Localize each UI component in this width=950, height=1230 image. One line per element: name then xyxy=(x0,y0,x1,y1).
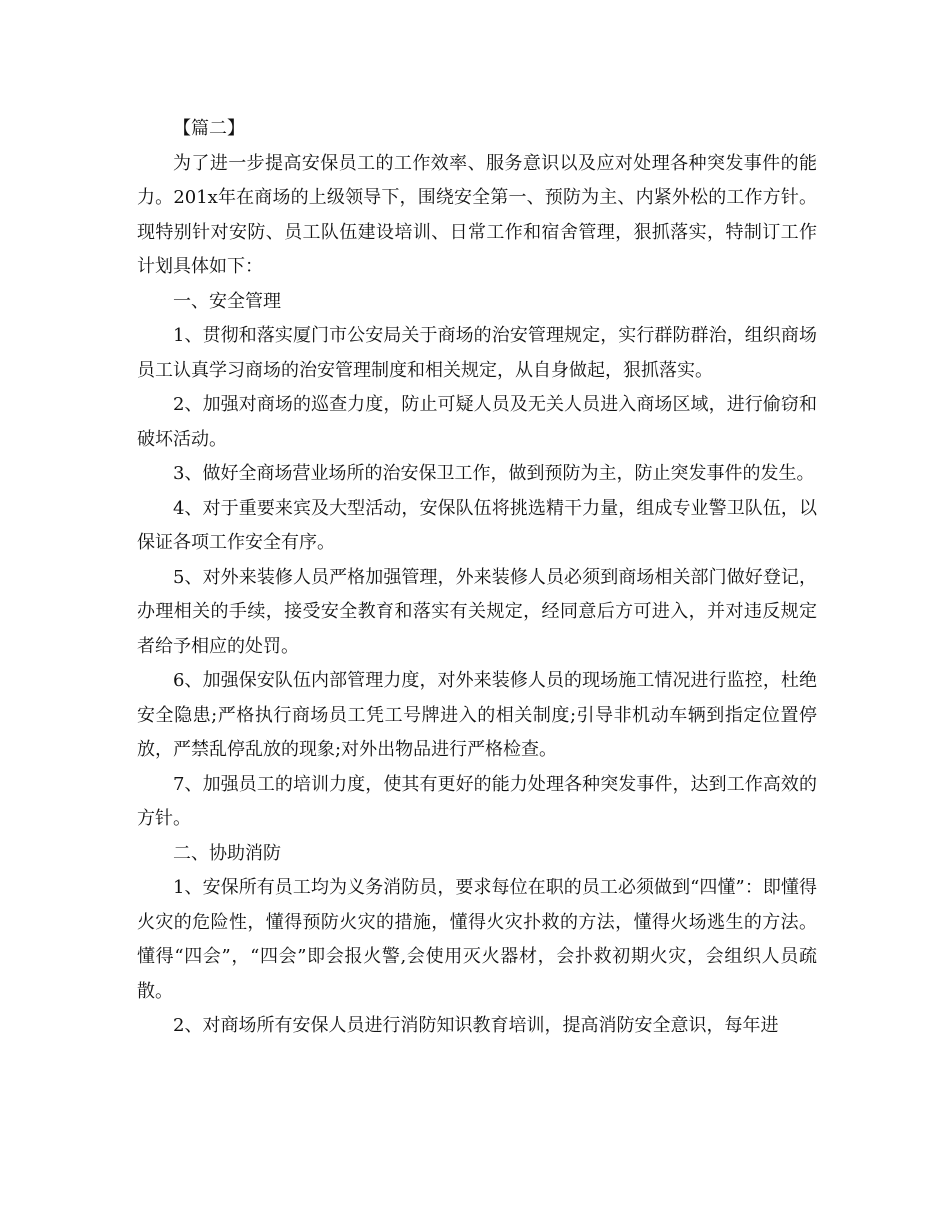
safety-item-1: 1、贯彻和落实厦门市公安局关于商场的治安管理规定，实行群防群治，组织商场员工认真学习商场的治安管理制度和相关规定，从自身做起，狠抓落实。 xyxy=(137,325,817,381)
section-title-fire-assistance: 二、协助消防 xyxy=(173,842,281,864)
safety-item-2: 2、加强对商场的巡查力度，防止可疑人员及无关人员进入商场区域，进行偷窃和破坏活动。 xyxy=(137,394,817,450)
safety-item-6: 6、加强保安队伍内部管理力度，对外来装修人员的现场施工情况进行监控，杜绝安全隐患;严格执行商场员工凭工号牌进入的相关制度;引导非机动车辆到指定位置停放，严禁乱停乱放的现象;对外出物品进行严格检查。 xyxy=(137,670,817,760)
safety-item-7: 7、加强员工的培训力度，使其有更好的能力处理各种突发事件，达到工作高效的方针。 xyxy=(137,773,817,829)
fire-item-1: 1、安保所有员工均为义务消防员，要求每位在职的员工必须做到“四懂”：即懂得火灾的危险性，懂得预防火灾的措施，懂得火灾扑救的方法，懂得火场逃生的方法。懂得“四会”，“四会”即会报火警,会使用灭火器材，会扑救初期火灾，会组织人员疏散。 xyxy=(137,877,817,1002)
safety-item-4: 4、对于重要来宾及大型活动，安保队伍将挑选精干力量，组成专业警卫队伍，以保证各项工作安全有序。 xyxy=(137,497,817,553)
intro-paragraph: 为了进一步提高安保员工的工作效率、服务意识以及应对处理各种突发事件的能力。201x年在商场的上级领导下，围绕安全第一、预防为主、内紧外松的工作方针。现特别针对安防、员工队伍建设培训、日常工作和宿舍管理，狠抓落实，特制订工作计划具体如下： xyxy=(137,152,817,277)
section-heading: 【篇二】 xyxy=(173,118,245,139)
safety-item-3: 3、做好全商场营业场所的治安保卫工作，做到预防为主，防止突发事件的发生。 xyxy=(173,463,815,484)
document-body xyxy=(137,112,817,1044)
safety-item-5: 5、对外来装修人员严格加强管理，外来装修人员必须到商场相关部门做好登记，办理相关的手续，接受安全教育和落实有关规定，经同意后方可进入，并对违反规定者给予相应的处罚。 xyxy=(137,566,817,657)
fire-item-2: 2、对商场所有安保人员进行消防知识教育培训，提高消防安全意识，每年进 xyxy=(173,1015,779,1036)
section-title-safety-management: 一、安全管理 xyxy=(173,290,281,312)
